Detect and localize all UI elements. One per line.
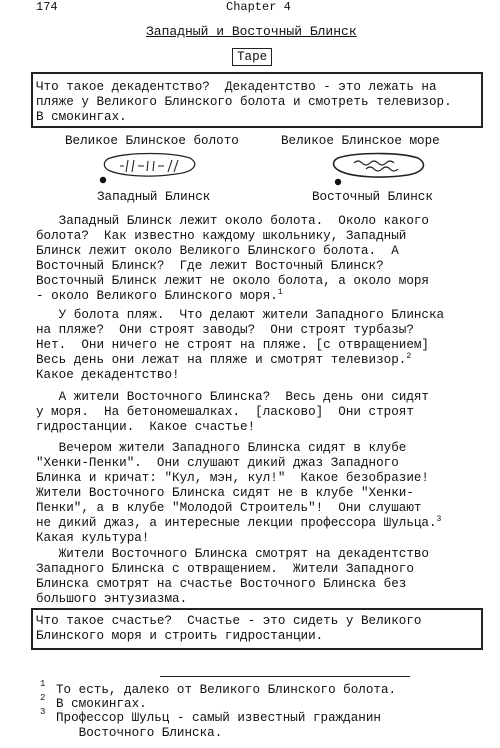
footnote-marker: 3	[436, 514, 442, 524]
paragraph-line-text: Какая культура!	[36, 531, 150, 545]
sea-outline	[334, 154, 424, 178]
footnote-text: В смокингах.	[56, 697, 147, 711]
section-title: Западный и Восточный Блинск	[146, 24, 357, 39]
paragraph-line	[36, 577, 406, 592]
paragraph-line-text: Жители Восточного Блинска смотрят на декадентство	[36, 547, 429, 561]
paragraph-line-text: Весь день они лежат на пляже и смотрят телевизор.	[36, 353, 407, 367]
paragraph-line-text: Нет. Они ничего не строят на пляже. [с отвращением]	[36, 338, 429, 352]
paragraph-line-text: не дикий джаз, а интересные лекции профессора Шульца.	[36, 516, 437, 530]
paragraph-line	[36, 456, 399, 471]
swamp-outline	[104, 154, 194, 177]
sea-drawing	[320, 148, 450, 190]
paragraph-line-text: Восточный Блинск лежит не около болота, а около моря	[36, 274, 429, 288]
box2-line: Блинского моря и строить гидростанции.	[36, 629, 324, 643]
paragraph-line	[36, 390, 429, 405]
sea-label: Великое Блинское море	[281, 134, 440, 148]
footnote-rule	[160, 676, 410, 677]
paragraph-line-text: Западный Блинск лежит около болота. Около какого	[36, 214, 429, 228]
paragraph-line-text: А жители Восточного Блинска? Весь день они сидят	[36, 390, 429, 404]
west-blinsk-label: Западный Блинск	[97, 190, 211, 204]
footnote-text: Профессор Шульц - самый известный гражданин	[56, 711, 381, 725]
footnote-text: Восточного Блинска.	[56, 726, 223, 740]
swamp-drawing	[90, 148, 220, 190]
paragraph-line-text: Жители Восточного Блинска сидят не в клубе "Хенки-	[36, 486, 414, 500]
east-blinsk-label: Восточный Блинск	[312, 190, 433, 204]
paragraph-line	[36, 547, 429, 562]
paragraph-line	[36, 214, 429, 229]
paragraph-line	[36, 368, 180, 383]
paragraph-line-text: У болота пляж. Что делают жители Западного Блинска	[36, 308, 445, 322]
paragraph-line	[36, 353, 411, 368]
paragraph-line-text: Вечером жители Западного Блинска сидят в клубе	[36, 441, 407, 455]
box1-line: Что такое декадентство? Декадентство - это лежать на	[36, 80, 437, 94]
swamp-label: Великое Блинское болото	[65, 134, 239, 148]
paragraph-line	[36, 501, 421, 516]
paragraph-line	[36, 562, 414, 577]
paragraph-line-text: Западного Блинска с отвращением. Жители Западного	[36, 562, 414, 576]
paragraph-line	[36, 592, 187, 607]
box1-line: В смокингах.	[36, 110, 127, 124]
footnote-number: 2	[40, 693, 46, 703]
footnote-marker: 2	[406, 351, 412, 361]
box2-line: Что такое счастье? Счастье - это сидеть у Великого	[36, 614, 422, 628]
paragraph-line-text: Пенки", а в клубе "Молодой Строитель"! Они слушают	[36, 501, 422, 515]
paragraph-line-text: болота? Как известно каждому школьнику, Западный	[36, 229, 407, 243]
paragraph-line-text: гидростанции. Какое счастье!	[36, 420, 256, 434]
paragraph-line	[36, 323, 414, 338]
paragraph-line-text: у моря. На бетономешалках. [ласково] Они строят	[36, 405, 414, 419]
paragraph-line-text: большого энтузиазма.	[36, 592, 188, 606]
paragraph-line-text: Какое декадентство!	[36, 368, 180, 382]
box1-line: пляже у Великого Блинского болота и смотреть телевизор.	[36, 95, 452, 109]
paragraph-line-text: Блинка и кричат: "Кул, мэн, кул!" Какое безобразие!	[36, 471, 429, 485]
paragraph-line	[36, 405, 414, 420]
chapter-label: Chapter 4	[226, 0, 291, 14]
paragraph-line	[36, 471, 429, 486]
paragraph-line	[36, 338, 429, 353]
paragraph-line-text: - около Великого Блинского моря.	[36, 289, 278, 303]
paragraph-line	[36, 420, 255, 435]
footnote-marker: 1	[277, 287, 283, 297]
paragraph-line	[36, 441, 406, 456]
paragraph-line	[36, 516, 441, 531]
paragraph-line	[36, 289, 283, 304]
paragraph-line-text: на пляже? Они строят заводы? Они строят турбазы?	[36, 323, 414, 337]
swamp-reeds	[120, 160, 178, 172]
paragraph-line	[36, 308, 444, 323]
paragraph-line-text: "Хенки-Пенки". Они слушают дикий джаз Западного	[36, 456, 399, 470]
footnote-number: 3	[40, 707, 46, 717]
east-blinsk-dot	[335, 179, 341, 185]
footnote-text: То есть, далеко от Великого Блинского болота.	[56, 683, 397, 697]
sea-waves	[354, 161, 398, 171]
paragraph-line-text: Восточный Блинск? Где лежит Восточный Блинск?	[36, 259, 384, 273]
tape-label: Tape	[232, 48, 272, 66]
paragraph-line	[36, 274, 429, 289]
page-number: 174	[36, 0, 58, 14]
footnote-number: 1	[40, 679, 46, 689]
paragraph-line	[36, 244, 399, 259]
paragraph-line-text: Блинск лежит около Великого Блинского болота. А	[36, 244, 399, 258]
paragraph-line	[36, 229, 406, 244]
paragraph-line	[36, 531, 149, 546]
west-blinsk-dot	[100, 177, 106, 183]
paragraph-line	[36, 486, 414, 501]
paragraph-line-text: Блинска смотрят на счастье Восточного Блинска без	[36, 577, 407, 591]
paragraph-line	[36, 259, 384, 274]
